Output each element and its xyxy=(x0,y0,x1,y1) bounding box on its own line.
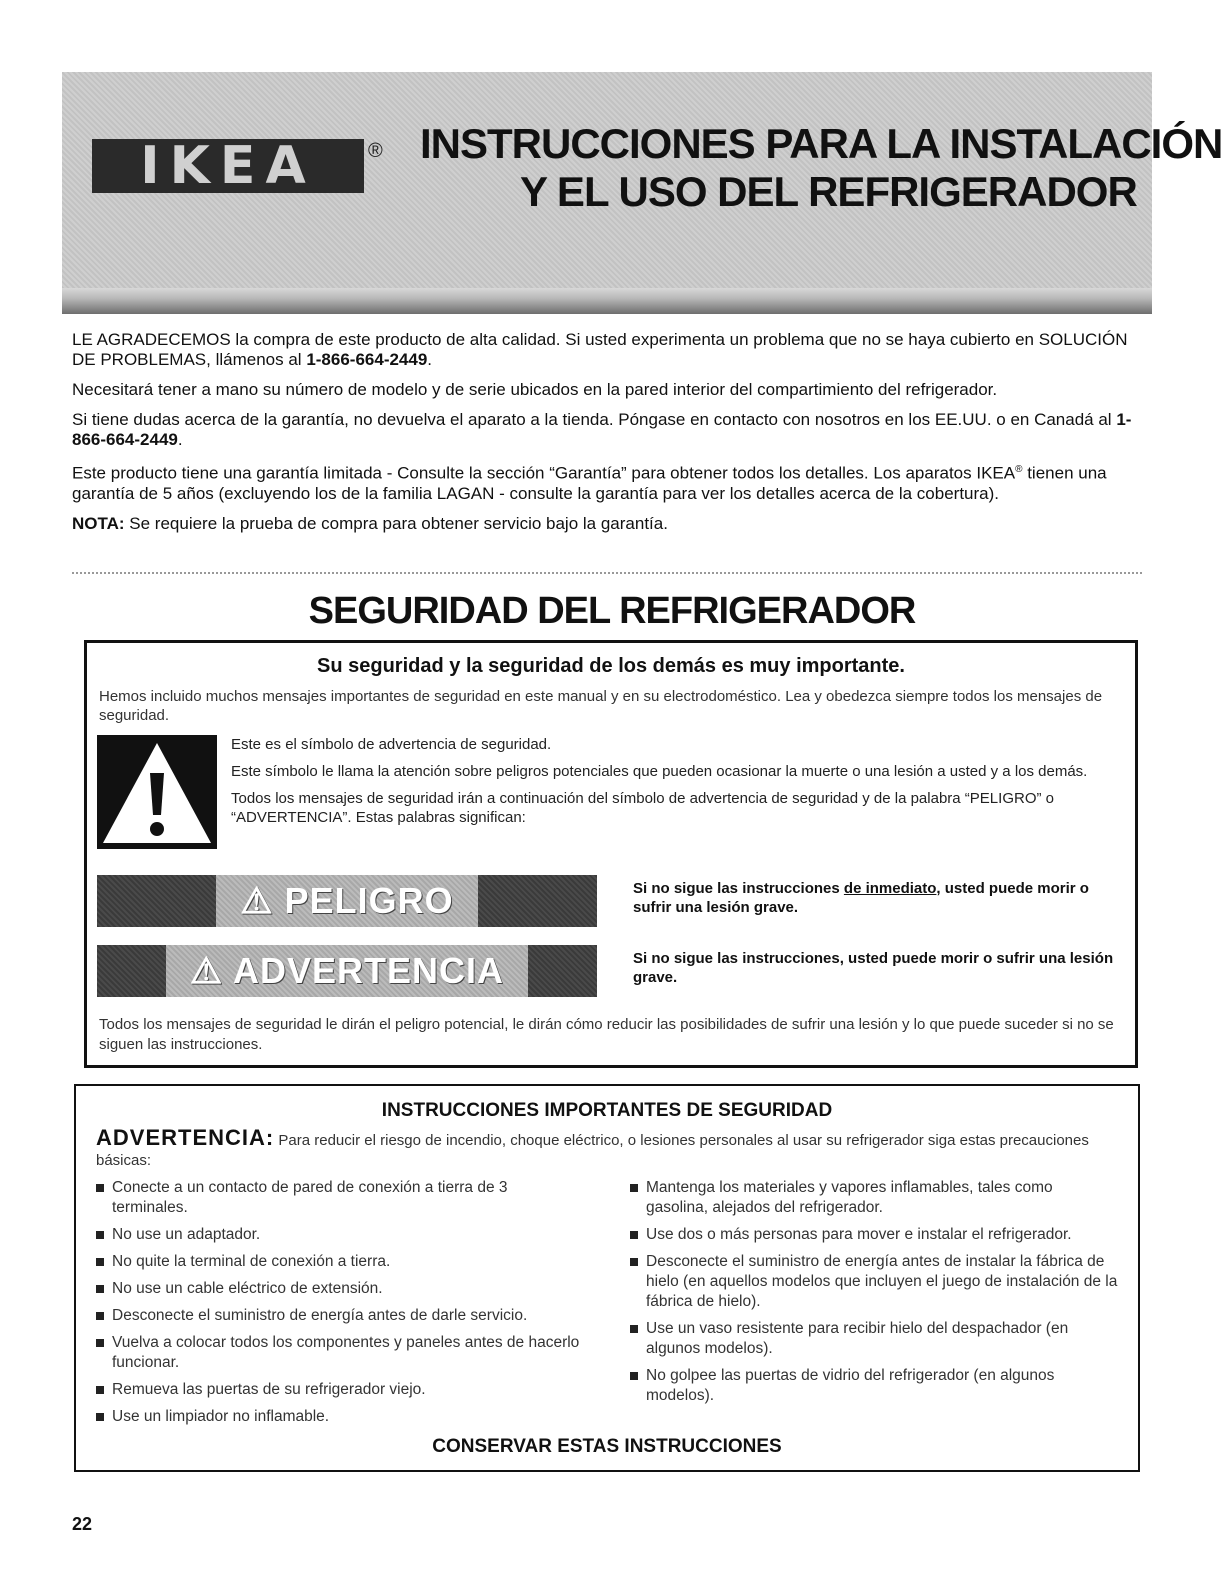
square-bullet-icon xyxy=(630,1184,638,1192)
note-label: NOTA: xyxy=(72,513,125,533)
list-item xyxy=(628,1225,1118,1245)
list-item xyxy=(94,1407,584,1427)
header-stripe xyxy=(62,288,1152,314)
intro-paragraph-4 xyxy=(72,460,1142,504)
warning-triangle-icon xyxy=(97,735,217,849)
page-title-line2: Y EL USO DEL REFRIGERADOR xyxy=(520,168,1137,215)
precautions-list-right xyxy=(628,1178,1118,1406)
square-bullet-icon xyxy=(630,1372,638,1380)
intro-p3-text: Si tiene dudas acerca de la garantía, no devuelva el aparato a la tienda. Póngase en contacto con nosotros en los EE.UU. o en Canadá al xyxy=(72,410,1117,429)
list-item-text: Use un limpiador no inflamable. xyxy=(112,1408,330,1425)
safety-box xyxy=(84,640,1138,1068)
symbol-text-2: Este símbolo le llama la atención sobre peligros potenciales que pueden ocasionar la muerte o una lesión a usted y a los demás. xyxy=(231,763,1088,780)
list-item-text: Mantenga los materiales y vapores inflamables, tales como gasolina, alejados del refrigerador. xyxy=(646,1179,1053,1216)
registered-mark: ® xyxy=(1015,464,1023,475)
list-item-text: Use dos o más personas para mover e instalar el refrigerador. xyxy=(646,1226,1072,1243)
danger-label: ⚠ PELIGRO xyxy=(216,875,477,927)
precautions-right-column xyxy=(628,1178,1118,1413)
intro-paragraph-3 xyxy=(72,410,1142,450)
list-item xyxy=(94,1380,584,1400)
list-item xyxy=(94,1225,584,1245)
safety-alert-symbol xyxy=(97,735,217,849)
square-bullet-icon xyxy=(96,1258,104,1266)
warning-word: ADVERTENCIA: xyxy=(96,1125,275,1150)
warning-signal-word xyxy=(97,945,597,997)
safety-footer: Todos los mensajes de seguridad le dirán el peligro potencial, le dirán cómo reducir las posibilidades de sufrir una lesión y lo que puede suceder si no se siguen las instrucciones. xyxy=(99,1016,1114,1053)
page-number: 22 xyxy=(72,1514,93,1534)
danger-desc-underline: de inmediato xyxy=(843,880,937,897)
square-bullet-icon xyxy=(630,1258,638,1266)
square-bullet-icon xyxy=(96,1184,104,1192)
square-bullet-icon xyxy=(96,1386,104,1394)
square-bullet-icon xyxy=(96,1413,104,1421)
intro-p3-end: . xyxy=(177,430,183,449)
note-text: Se requiere la prueba de compra para obtener servicio bajo la garantía. xyxy=(124,513,668,533)
symbol-text-3: Todos los mensajes de seguridad irán a continuación del símbolo de advertencia de seguridad y de la palabra “PELIGRO” o “ADVERTENCIA”. Estas palabras significan: xyxy=(231,790,1054,826)
list-item xyxy=(628,1252,1118,1312)
warning-label: ⚠ ADVERTENCIA xyxy=(166,945,528,997)
list-item-text: No use un cable eléctrico de extensión. xyxy=(112,1280,383,1297)
intro-note xyxy=(72,514,1142,534)
intro-p4-a: Este producto tiene una garantía limitada - Consulte la sección “Garantía” para obtener todos los detalles. Los aparatos IKEA xyxy=(72,463,1016,483)
safety-intro: Hemos incluido muchos mensajes importantes de seguridad en este manual y en su electrodoméstico. Lea y obedezca siempre todos los mensajes de seguridad. xyxy=(99,688,1103,724)
list-item xyxy=(94,1306,584,1326)
page-title-line1: INSTRUCCIONES PARA LA INSTALACIÓN xyxy=(420,120,1223,167)
precautions-left-column xyxy=(94,1178,584,1434)
list-item-text: Use un vaso resistente para recibir hielo del despachador (en algunos modelos). xyxy=(646,1320,1069,1357)
safety-heading: Su seguridad y la seguridad de los demás es muy importante. xyxy=(317,655,905,677)
phone-number: 1-866-664-2449 xyxy=(72,410,1132,449)
square-bullet-icon xyxy=(96,1339,104,1347)
intro-p1-end: . xyxy=(427,350,433,369)
symbol-explanation xyxy=(231,735,1111,835)
list-item-text: Desconecte el suministro de energía antes de darle servicio. xyxy=(112,1307,528,1324)
logo-text: IKEA xyxy=(140,136,316,196)
brand-logo xyxy=(92,136,383,196)
warning-text: Para reducir el riesgo de incendio, choque eléctrico, o lesiones personales al usar su refrigerador siga estas precauciones básicas: xyxy=(96,1132,1089,1169)
list-item xyxy=(628,1178,1118,1218)
square-bullet-icon xyxy=(96,1285,104,1293)
list-item xyxy=(628,1319,1118,1359)
important-warning xyxy=(96,1125,1126,1171)
registered-mark: ® xyxy=(368,139,383,162)
logo-box xyxy=(92,136,364,196)
intro-p1-text: LE AGRADECEMOS la compra de este producto de alta calidad. Si usted experimenta un problema que no se haya cubierto en SOLUCIÓN DE PROBLEMAS, llámenos al xyxy=(72,330,1128,369)
danger-desc-a: Si no sigue las instrucciones xyxy=(633,880,844,897)
important-instructions-box xyxy=(74,1084,1140,1472)
symbol-text-1: Este es el símbolo de advertencia de seguridad. xyxy=(231,736,552,753)
square-bullet-icon xyxy=(96,1312,104,1320)
list-item-text: Conecte a un contacto de pared de conexión a tierra de 3 terminales. xyxy=(112,1179,508,1216)
list-item-text: No quite la terminal de conexión a tierra. xyxy=(112,1253,391,1270)
square-bullet-icon xyxy=(96,1231,104,1239)
intro-p4-b: tienen una garantía de 5 años (excluyendo los de la familia LAGAN - consulte la garantía para ver los detalles acerca de la cobertura). xyxy=(72,463,1107,503)
list-item-text: Desconecte el suministro de energía antes de instalar la fábrica de hielo (en aquellos modelos que incluyen el juego de instalación de la fábrica de hielo). xyxy=(646,1253,1118,1310)
intro-paragraph-1 xyxy=(72,330,1142,370)
phone-number: 1-866-664-2449 xyxy=(306,350,428,369)
list-item xyxy=(94,1333,584,1373)
square-bullet-icon xyxy=(630,1231,638,1239)
square-bullet-icon xyxy=(630,1325,638,1333)
precautions-list-left xyxy=(94,1178,584,1427)
list-item-text: No use un adaptador. xyxy=(112,1226,261,1243)
intro-paragraph-2: Necesitará tener a mano su número de modelo y de serie ubicados en la pared interior del compartimiento del refrigerador. xyxy=(72,380,998,399)
danger-desc-b: , usted puede morir o sufrir una lesión grave. xyxy=(633,880,1089,916)
list-item xyxy=(94,1279,584,1299)
save-instructions-footer: CONSERVAR ESTAS INSTRUCCIONES xyxy=(432,1436,782,1457)
list-item xyxy=(628,1366,1118,1406)
list-item xyxy=(94,1252,584,1272)
danger-description xyxy=(633,879,1123,917)
danger-signal-word xyxy=(97,875,597,927)
list-item-text: Remueva las puertas de su refrigerador viejo. xyxy=(112,1381,426,1398)
intro-section xyxy=(72,330,1142,544)
list-item-text: Vuelva a colocar todos los componentes y paneles antes de hacerlo funcionar. xyxy=(112,1334,580,1371)
divider xyxy=(72,572,1142,574)
section-title: SEGURIDAD DEL REFRIGERADOR xyxy=(308,590,916,632)
list-item-text: No golpee las puertas de vidrio del refrigerador (en algunos modelos). xyxy=(646,1367,1055,1404)
important-heading: INSTRUCCIONES IMPORTANTES DE SEGURIDAD xyxy=(381,1100,833,1121)
list-item xyxy=(94,1178,584,1218)
warning-description: Si no sigue las instrucciones, usted puede morir o sufrir una lesión grave. xyxy=(633,950,1114,986)
